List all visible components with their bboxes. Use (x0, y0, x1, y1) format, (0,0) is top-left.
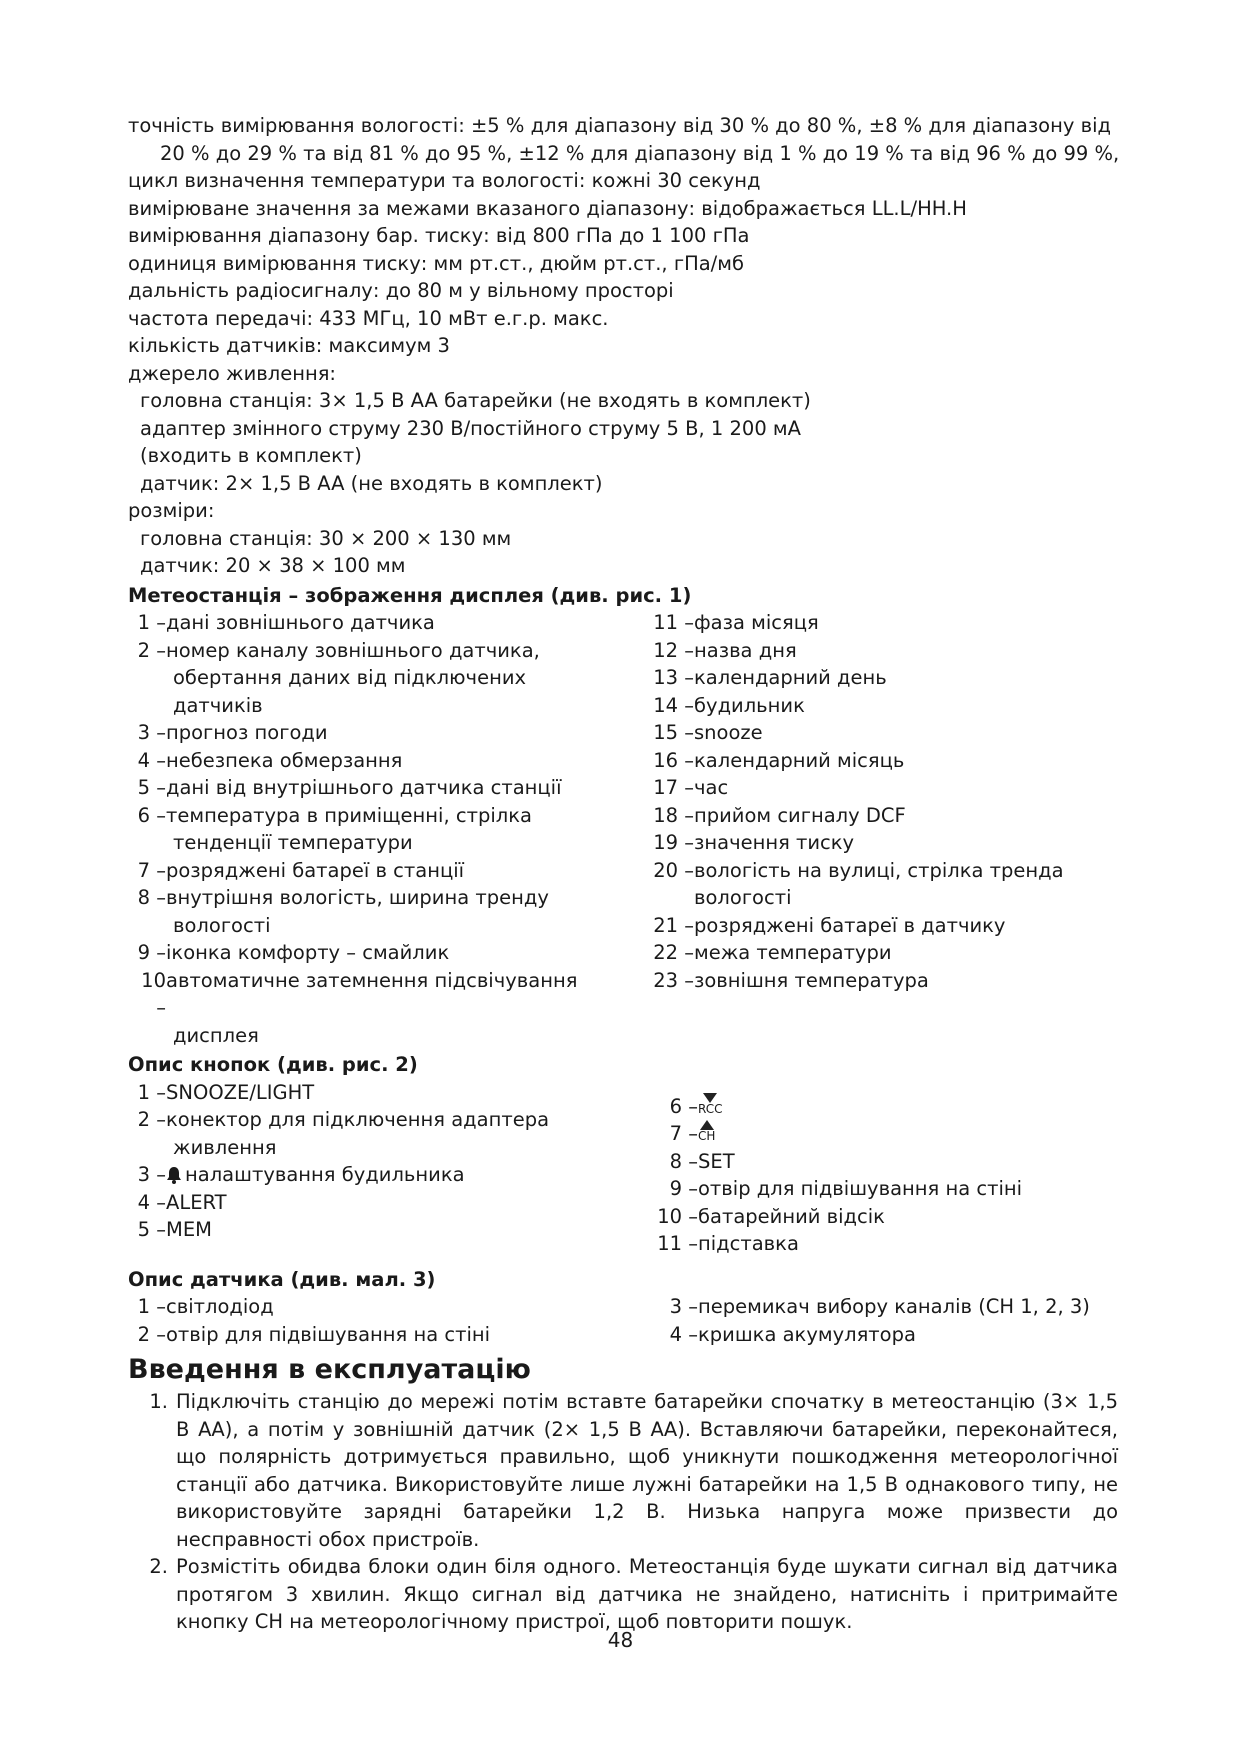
list-item: 14 – будильник (653, 693, 805, 717)
list-item: 4 – небезпека обмерзання (137, 748, 403, 772)
sensor-section-title: Опис датчика (див. мал. 3) (128, 1267, 436, 1291)
list-item: 10 – батарейний відсік (657, 1204, 885, 1228)
list-item: 5 – MEM (137, 1218, 212, 1241)
list-item: 4 – кришка акумулятора (669, 1322, 916, 1346)
list-item: 4 – ALERT (137, 1190, 227, 1214)
sensor-legend (128, 1293, 1118, 1348)
list-item: 2 – конектор для підключення адаптера (137, 1108, 550, 1131)
list-item: 6 – температура в приміщенні, стрілка (137, 803, 532, 827)
list-item: 7 – розряджені батареї в станції (137, 858, 465, 882)
spec-line: адаптер змінного струму 230 В/постійного струму 5 В, 1 200 мА (140, 416, 801, 440)
display-legend (128, 609, 1118, 1049)
list-item-continuation: дисплея (173, 1023, 259, 1047)
list-item: 7 – CH (646, 1120, 1118, 1148)
list-item: 1 – дані зовнішнього датчика (137, 611, 435, 634)
spec-line: розміри: (128, 499, 215, 522)
spec-line: головна станція: 30 × 200 × 130 мм (140, 526, 512, 550)
list-item: 10 – автоматичне затемнення підсвічування (141, 968, 578, 1019)
list-item: 3 – прогноз погоди (137, 721, 328, 744)
list-item: 1 – SNOOZE/LIGHT (137, 1080, 315, 1104)
spec-line: датчик: 2× 1,5 В AA (не входять в комплект) (140, 471, 603, 495)
list-item-continuation: тенденції температури (173, 831, 413, 854)
list-item: 16 – календарний місяць (653, 748, 905, 772)
bell-icon (166, 1166, 182, 1184)
list-item: 11 – фаза місяця (653, 611, 819, 634)
list-item: 17 – час (653, 776, 729, 799)
list-item: 23 – зовнішня температура (653, 968, 929, 992)
down-rcc-icon: RCC (698, 1093, 723, 1121)
list-item: 18 – прийом сигналу DCF (653, 803, 906, 827)
spec-line: вимірювання діапазону бар. тиску: від 800 гПа до 1 100 гПа (128, 224, 750, 247)
list-item: 2 – номер каналу зовнішнього датчика, (137, 638, 540, 662)
list-item: 3 – налаштування будильника (137, 1163, 465, 1186)
spec-line: вимірюване значення за межами вказаного діапазону: відображається LL.L/HH.H (128, 196, 967, 220)
list-item-continuation: вологості (173, 913, 271, 937)
list-item: 22 – межа температури (653, 941, 892, 964)
spec-list (128, 112, 1118, 580)
spec-line: цикл визначення температури та вологості: кожні 30 секунд (128, 169, 761, 192)
spec-line: дальність радіосигналу: до 80 м у вільному просторі (128, 279, 674, 302)
list-item-continuation: вологості (694, 886, 792, 909)
display-section-title: Метеостанція – зображення дисплея (див. рис. 1) (128, 583, 692, 607)
document-page (128, 112, 1118, 1636)
setup-step: 2. Розмістіть обидва блоки один біля одного. Метеостанція буде шукати сигнал від датчика протягом 3 хвилин. Якщо сигнал від датчика не знайдено, натисніть і притримайте кнопку CH на метеорологічному пристрої, щоб повторити пошук. (149, 1555, 1118, 1633)
spec-line: (входить в комплект) (140, 444, 362, 467)
list-item: 19 – значення тиску (653, 831, 855, 854)
list-item: 15 – snooze (653, 721, 763, 744)
list-item: 11 – підставка (657, 1232, 799, 1255)
spec-line: кількість датчиків: максимум 3 (128, 334, 450, 357)
list-item: 21 – розряджені батареї в датчику (653, 913, 1006, 937)
list-item: 6 – RCC (646, 1093, 1118, 1121)
list-item: 12 – назва дня (653, 638, 797, 662)
list-item: 9 – отвір для підвішування на стіні (669, 1177, 1023, 1200)
list-item-continuation: живлення (173, 1135, 277, 1159)
spec-line: джерело живлення: (128, 361, 337, 385)
list-item-continuation: обертання даних від підключених (173, 666, 527, 689)
spec-line: головна станція: 3× 1,5 В AA батарейки (не входять в комплект) (140, 389, 811, 412)
list-item: 8 – внутрішня вологість, ширина тренду (137, 886, 549, 909)
spec-line: 20 % до 29 % та від 81 % до 95 %, ±12 % для діапазону від 1 % до 19 % та від 96 % до 99 %, (160, 141, 1120, 165)
list-item: 9 – іконка комфорту – смайлик (137, 941, 450, 964)
list-item: 2 – отвір для підвішування на стіні (137, 1322, 491, 1346)
setup-section-title: Введення в експлуатацію (128, 1354, 531, 1385)
list-item: 13 – календарний день (653, 666, 887, 689)
spec-line: частота передачі: 433 МГц, 10 мВт е.г.р. макс. (128, 306, 609, 330)
page-number: 48 (607, 1628, 634, 1652)
list-item: 8 – SET (669, 1149, 735, 1173)
list-item: 3 – перемикач вибору каналів (CH 1, 2, 3) (669, 1295, 1090, 1318)
spec-line: одиниця вимірювання тиску: мм рт.ст., дюйм рт.ст., гПа/мб (128, 251, 744, 275)
spec-line: датчик: 20 × 38 × 100 мм (140, 554, 406, 577)
setup-step: 1. Підключіть станцію до мережі потім вставте батарейки спочатку в метеостанцію (3× 1,5 В АА), а потім у зовнішній датчик (2× 1,5 В АА). Вставляючи батарейки, переконайтеся, що полярність дотримується правильно, щоб уникнути пошкодження метеорологічної станції або датчика. Використовуйте лише лужні батарейки на 1,5 В однакового типу, не використовуйте зарядні батарейки 1,2 В. Низька напруга може призвести до несправності обох пристроїв. (149, 1390, 1118, 1551)
spec-line: точність вимірювання вологості: ±5 % для діапазону від 30 % до 80 %, ±8 % для діапазону від (128, 114, 1111, 137)
down-triangle-icon (703, 1093, 717, 1103)
list-item: 1 – світлодіод (137, 1295, 274, 1318)
list-item-continuation: датчиків (173, 693, 263, 717)
list-item: 5 – дані від внутрішнього датчика станції (137, 776, 562, 799)
buttons-legend (128, 1079, 1118, 1258)
buttons-section-title: Опис кнопок (див. рис. 2) (128, 1053, 418, 1076)
up-ch-icon: CH (698, 1120, 715, 1148)
list-item: 20 – вологість на вулиці, стрілка тренда (653, 858, 1064, 882)
